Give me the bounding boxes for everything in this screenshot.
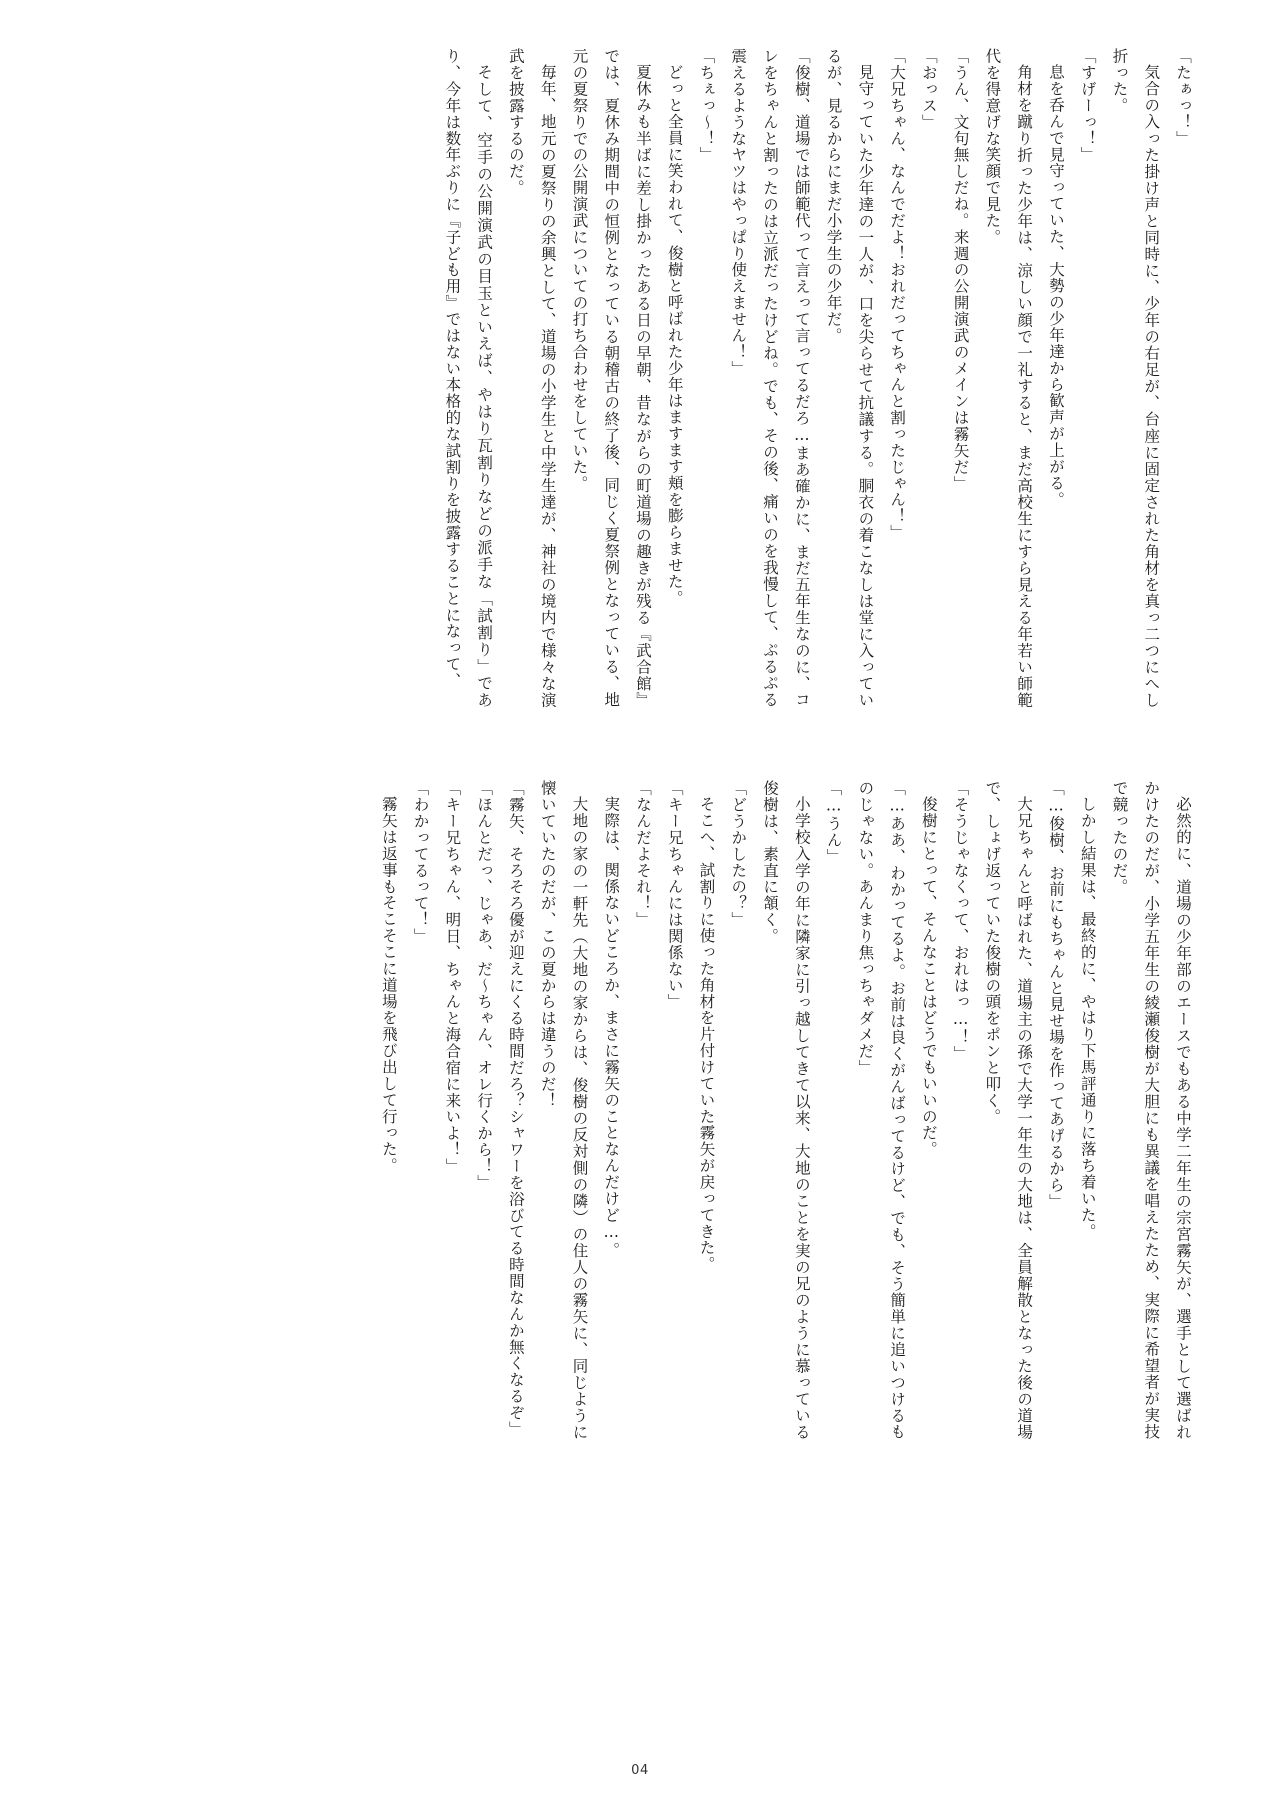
paragraph: 「そうじゃなくって、おれはっ…！」 (951, 780, 970, 1062)
paragraph: 見守っていた少年達の一人が、口を尖らせて抗議する。胴衣の着こなしは堂に入っているが、見るからにまだ小学生の少年だ。 (824, 48, 875, 708)
paragraph: そして、空手の公開演武の目玉といえば、やはり瓦割りなどの派手な「試割り」であり、今年は数年ぶりに『子ども用』ではない本格的な試割りを披露することになって、 (443, 48, 494, 708)
paragraph: 気合の入った掛け声と同時に、少年の右足が、台座に固定された角材を真っ二つにへし折った。 (1110, 48, 1161, 708)
paragraph: 「たぁっ！」 (1174, 48, 1192, 147)
page-number: 04 (631, 1763, 649, 1778)
paragraph: 「俊樹、道場では師範代って言えって言ってるだろ…まあ確かに、まだ五年生なのに、コレをちゃんと割ったのは立派だったけどね。でも、その後、痛いのを我慢して、ぷるぷる震えるようなヤツはやっぱり使えません！」 (729, 48, 811, 708)
paragraph: 「キー兄ちゃん、明日、ちゃんと海合宿に来いよ！」 (443, 780, 462, 1175)
paragraph: 「ちぇっ～！」 (697, 48, 716, 164)
paragraph: 俊樹にとって、そんなことはどうでもいいのだ。 (919, 795, 938, 1157)
paragraph: 息を呑んで見守っていた、大勢の少年達から歓声が上がる。 (1046, 63, 1065, 508)
text-block-top (78, 48, 1198, 708)
paragraph: 角材を蹴り折った少年は、涼しい顔で一礼すると、まだ高校生にすら見える年若い師範代を得意げな笑顔で見た。 (983, 48, 1034, 708)
paragraph: 夏休みも半ばに差し掛かったある日の早朝、昔ながらの町道場の趣きが残る『武合館』では、夏休み期間中の恒例となっている朝稽古の終了後、同じく夏祭例となっている、地元の夏祭りでの公開演武についての打ち合わせをしていた。 (570, 48, 652, 708)
paragraph: 「ほんとだっ、じゃあ、だ～ちゃん、オレ行くから！」 (475, 780, 494, 1191)
paragraph: 「…うん」 (824, 780, 843, 865)
paragraph: 「…俊樹、お前にもちゃんと見せ場を作ってあげるから」 (1046, 780, 1065, 1210)
paragraph: 「キー兄ちゃんには関係ない」 (665, 780, 684, 1011)
paragraph: 「どうかしたの？」 (729, 780, 748, 928)
paragraph: 「おっス」 (919, 48, 938, 131)
paragraph: 「…ああ、わかってるよ。お前は良くがんばってるけど、でも、そう簡単に追いつけるものじゃない。あんまり焦っちゃダメだ」 (856, 780, 907, 1440)
paragraph: 「大兄ちゃん、なんでだよ！おれだってちゃんと割ったじゃん！」 (888, 48, 907, 541)
paragraph: そこへ、試割りに使った角材を片付けていた霧矢が戻ってきた。 (697, 795, 716, 1272)
paragraph: 「すげーっ！」 (1078, 48, 1097, 164)
paragraph: どっと全員に笑われて、俊樹と呼ばれた少年はますます頬を膨らませた。 (665, 63, 684, 606)
paragraph: 毎年、地元の夏祭りの余興として、道場の小学生と中学生達が、神社の境内で様々な演武を披露するのだ。 (506, 48, 557, 708)
paragraph: 「わかってるって！」 (411, 780, 430, 945)
paragraph: 実際は、関係ないどころか、まさに霧矢のことなんだけど…。 (602, 795, 621, 1259)
paragraph: しかし結果は、最終的に、やはり下馬評通りに落ち着いた。 (1078, 795, 1097, 1240)
paragraph: 霧矢は返事もそこそこに道場を飛び出して行った。 (379, 795, 398, 1174)
paragraph: 大地の家の一軒先（大地の家からは、俊樹の反対側の隣）の住人の霧矢に、同じように懐いていたのだが、この夏からは違うのだ！ (538, 780, 589, 1440)
paragraph: 小学校入学の年に隣家に引っ越してきて以来、大地のことを実の兄のように慕っている俊樹は、素直に頷く。 (761, 780, 811, 1440)
paragraph: 「霧矢、そろそろ優が迎えにくる時間だろ？シャワーを浴びてる時間なんか無くなるぞ」 (506, 780, 525, 1438)
paragraph: 必然的に、道場の少年部のエースでもある中学二年生の宗宮霧矢が、選手として選ばれかけたのだが、小学五年生の綾瀬俊樹が大胆にも異議を唱えたため、実際に希望者が実技で競ったのだ。 (1110, 780, 1192, 1440)
paragraph: 「なんだよそれ！」 (633, 780, 652, 928)
paragraph: 大兄ちゃんと呼ばれた、道場主の孫で大学一年生の大地は、全員解散となった後の道場で、しょげ返っていた俊樹の頭をポンと叩く。 (983, 780, 1034, 1440)
text-block-bottom (78, 780, 1198, 1440)
paragraph: 「うん、文句無しだね。来週の公開演武のメインは霧矢だ」 (951, 48, 970, 492)
